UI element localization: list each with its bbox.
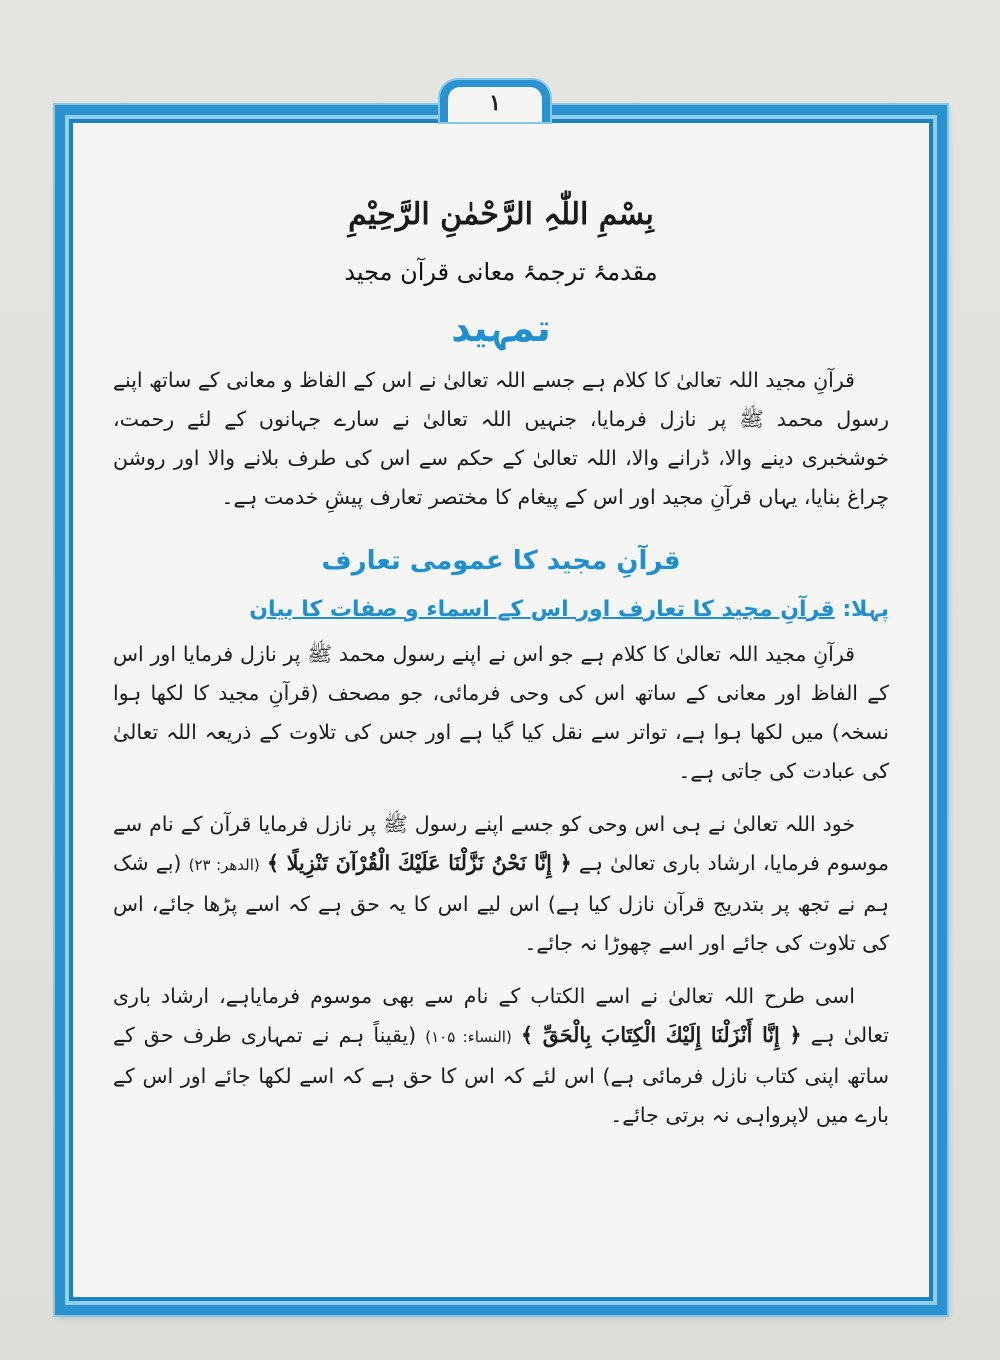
verse-quote: ﴿ إِنَّا أَنْزَلْنَا إِلَيْكَ الْكِتَابَ بِالْحَقِّ ﴾ [520,1023,802,1047]
verse-reference: (النساء: ۱۰۵) [425,1028,512,1046]
sub-heading-text: قرآنِ مجید کا تعارف اور اس کے اسماء و صفات کا بیان [249,597,835,622]
section-heading: قرآنِ مجید کا عمومی تعارف [321,546,681,576]
sub-heading-prefix: پہلا: [842,597,889,622]
sub-heading [113,589,889,631]
paragraph-1: قرآنِ مجید اللہ تعالیٰ کا کلام ہے جو اس نے اپنے رسول محمد ﷺ پر نازل فرمایا اور اس کے الفاظ اور معانی کے ساتھ اس کی وحی فرمائی، جو مصحف (قرآنِ مجید کا لکھا ہوا نسخہ) میں لکھا ہوا ہے، تواتر سے نقل کیا گیا ہے اور جس کی تلاوت کے ذریعہ اللہ تعالیٰ کی عبادت کی جاتی ہے۔ [113,642,889,783]
paragraph-3 [113,977,889,1135]
page-number-tab [440,80,550,122]
paragraph-2-lead: خود اللہ تعالیٰ نے ہی اس وحی کو جسے اپنے رسول ﷺ پر نازل فرمایا قرآن کے نام سے موسوم فرمایا، ارشاد باری تعالیٰ ہے [113,812,889,875]
paragraph-3-tail: (یقیناً ہم نے تمہاری طرف حق کے ساتھ اپنی کتاب نازل فرمائی ہے) اس لئے کہ اس کا حق ہے کہ اسے لکھا جائے اور اس کے بارے میں لاپرواہی نہ برتی جائے۔ [113,1023,889,1127]
page-frame [55,105,947,1315]
bismillah: بِسْمِ اللّٰہِ الرَّحْمٰنِ الرَّحِیْمِ [348,197,654,232]
page-number: ۱ [448,87,542,122]
page-heading: تمہید [451,306,551,350]
paragraph-2-tail: (بے شک ہم نے تجھ پر بتدریج قرآن نازل کیا ہے) اس لیے اس کا یہ حق ہے کہ اسے پڑھا جائے، اس کی تلاوت کی جائے اور اسے چھوڑا نہ جائے۔ [113,851,889,955]
verse-quote: ﴿ إِنَّا نَحْنُ نَزَّلْنَا عَلَيْكَ الْقُرْآنَ تَنْزِيلًا ﴾ [266,851,572,875]
page-subtitle: مقدمۂ ترجمۂ معانی قرآن مجید [344,258,658,286]
page-body [73,123,929,1297]
verse-reference: (الدھر: ۲۳) [188,856,260,874]
intro-paragraph: قرآنِ مجید اللہ تعالیٰ کا کلام ہے جسے اللہ تعالیٰ نے اس کے الفاظ و معانی کے ساتھ اپنے رسول محمد ﷺ پر نازل فرمایا، جنہیں اللہ تعالیٰ نے سارے جہانوں کے لئے رحمت، خوشخبری دینے والا، ڈرانے والا، اللہ تعالیٰ کے حکم سے اس کی طرف بلانے والا اور روشن چراغ بنایا، یہاں قرآنِ مجید اور اس کے پیغام کا مختصر تعارف پیشِ خدمت ہے۔ [113,368,889,509]
paragraph-2 [113,805,889,963]
page-content [113,153,889,1135]
paragraph-3-lead: اسی طرح اللہ تعالیٰ نے اسے الکتاب کے نام سے بھی موسوم فرمایاہے، ارشاد باری تعالیٰ ہے [113,984,889,1047]
